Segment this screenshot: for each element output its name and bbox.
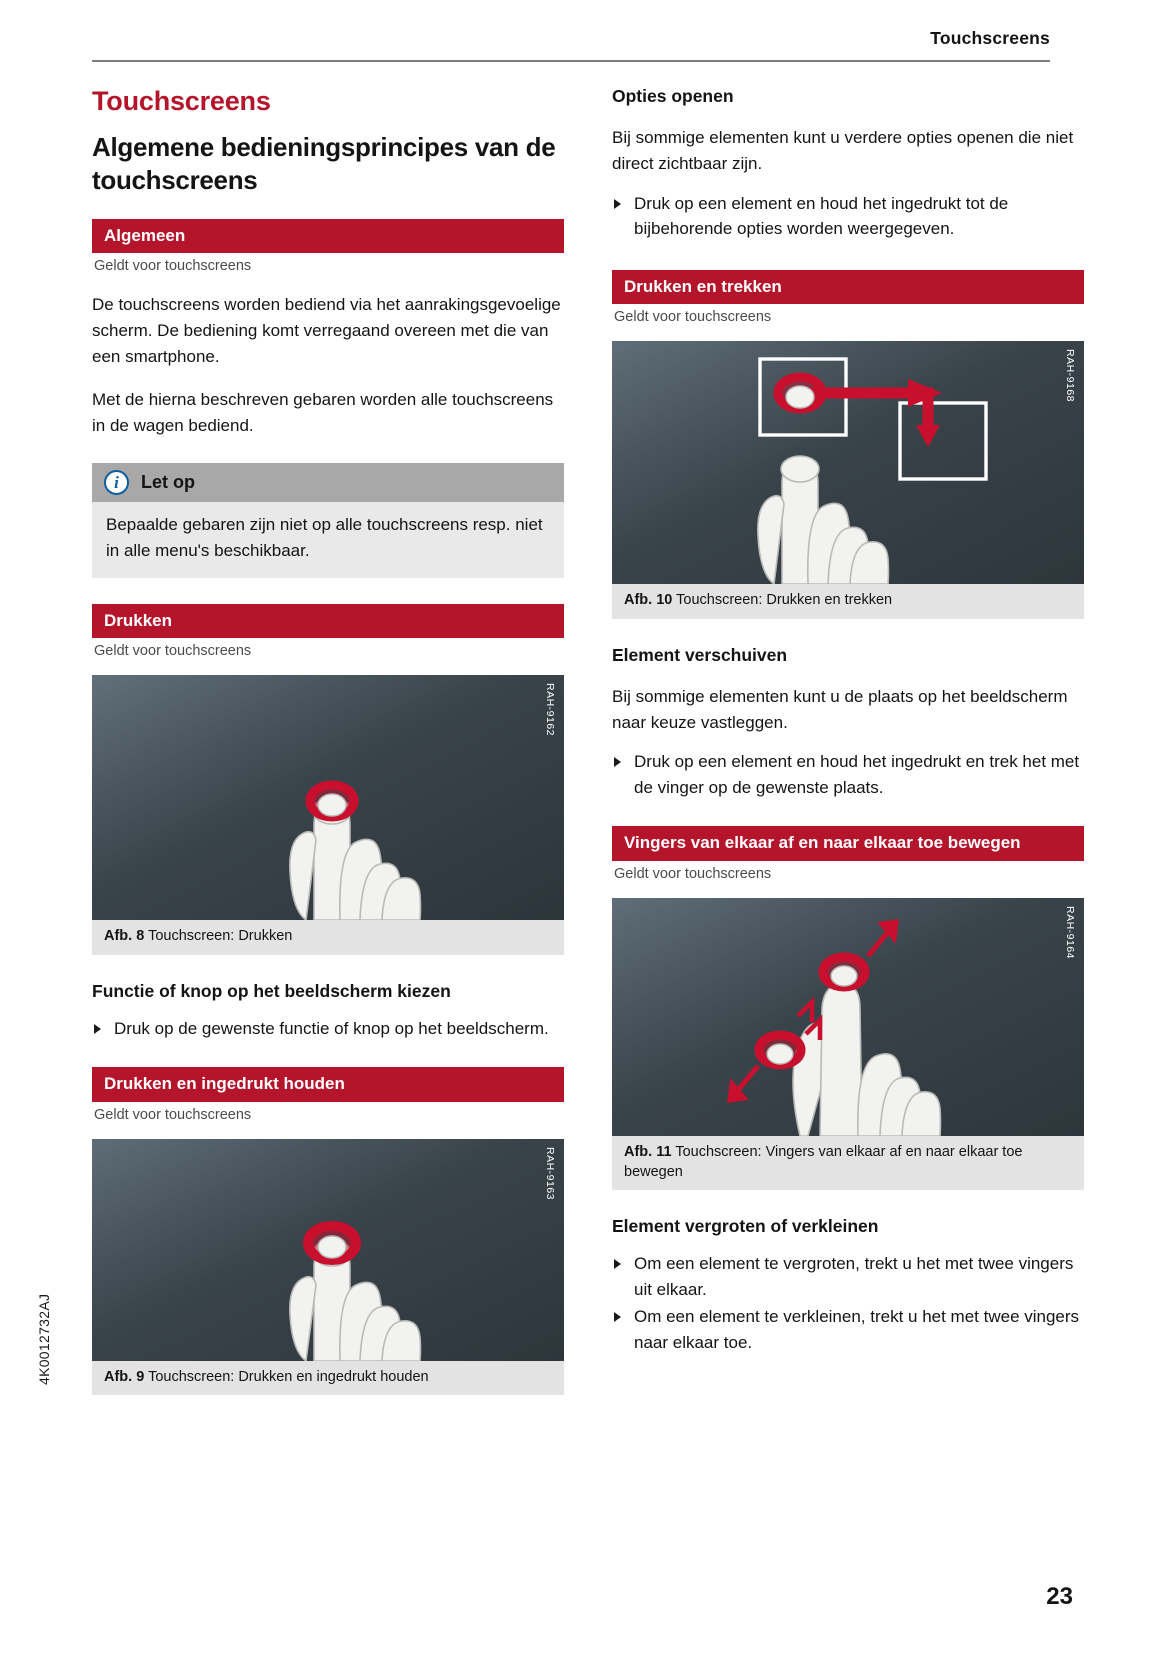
heading-functie-kiezen: Functie of knop op het beeldscherm kiezen <box>92 980 451 1001</box>
heading-element-vergroten: Element vergroten of verkleinen <box>612 1216 879 1237</box>
applies-note-drukken: Geldt voor touchscreens <box>94 643 252 660</box>
figure-9-caption-text: Touchscreen: Drukken en ingedrukt houden <box>148 1368 429 1385</box>
document-side-code: 4K0012732AJ <box>36 1293 52 1385</box>
figure-8-image <box>92 675 564 920</box>
list-item: Om een element te vergroten, trekt u het met twee vingers uit elkaar. <box>612 1251 1084 1302</box>
info-icon: i <box>104 470 129 495</box>
note-box-title: Let op <box>141 472 195 493</box>
heading-element-verschuiven: Element verschuiven <box>612 644 788 665</box>
header-divider <box>92 60 1050 62</box>
figure-11-code: RAH-9164 <box>1064 905 1076 959</box>
figure-8 <box>92 675 564 955</box>
applies-note-ingedrukt: Geldt voor touchscreens <box>94 1106 252 1123</box>
illustration-tap-hold <box>92 1139 564 1361</box>
section-bar-algemeen: Algemeen <box>92 219 564 253</box>
bullets-opties <box>612 191 1084 242</box>
page-header: Touchscreens <box>930 28 1050 48</box>
page-number: 23 <box>1046 1583 1073 1610</box>
illustration-drag <box>612 341 1084 584</box>
figure-10 <box>612 341 1084 619</box>
paragraph-algemeen-1: De touchscreens worden bediend via het aanrakingsgevoelige scherm. De bediening komt verregaand overeen met die van een smartphone. <box>92 294 561 366</box>
note-box-text: Bepaalde gebaren zijn niet op alle touchscreens resp. niet in alle menu's beschikbaar. <box>106 515 543 560</box>
figure-10-image <box>612 341 1084 584</box>
list-item: Druk op een element en houd het ingedrukt tot de bijbehorende opties worden weergegeven. <box>612 191 1084 242</box>
page-title: Touchscreens <box>92 86 271 116</box>
paragraph-verschuiven: Bij sommige elementen kunt u de plaats op het beeldscherm naar keuze vastleggen. <box>612 686 1068 732</box>
list-item: Druk op de gewenste functie of knop op het beeldscherm. <box>92 1016 564 1042</box>
figure-9-caption-label: Afb. 9 <box>104 1368 145 1385</box>
figure-8-code: RAH-9162 <box>544 683 556 737</box>
figure-10-caption <box>612 584 1084 619</box>
page-subtitle: Algemene bedieningsprincipes van de touchscreens <box>92 132 556 195</box>
applies-note-trekken: Geldt voor touchscreens <box>614 309 772 326</box>
note-box <box>92 463 564 578</box>
note-box-header <box>92 463 564 502</box>
figure-8-caption <box>92 920 564 955</box>
figure-11-image <box>612 898 1084 1136</box>
figure-11 <box>612 898 1084 1190</box>
heading-opties-openen: Opties openen <box>612 86 734 106</box>
applies-note-algemeen: Geldt voor touchscreens <box>94 257 252 274</box>
section-bar-vingers: Vingers van elkaar af en naar elkaar toe bewegen <box>612 826 1084 860</box>
illustration-tap <box>92 675 564 920</box>
paragraph-opties: Bij sommige elementen kunt u verdere opties openen die niet direct zichtbaar zijn. <box>612 128 1074 173</box>
bullets-vergroten <box>612 1251 1084 1355</box>
bullets-functie <box>92 1016 564 1042</box>
figure-11-caption-label: Afb. 11 <box>624 1143 672 1160</box>
list-item: Druk op een element en houd het ingedrukt en trek het met de vinger op de gewenste plaats. <box>612 749 1084 800</box>
figure-9-caption <box>92 1361 564 1396</box>
illustration-pinch-spread <box>612 898 1084 1136</box>
right-column <box>612 86 1084 1357</box>
list-item: Om een element te verkleinen, trekt u het met twee vingers naar elkaar toe. <box>612 1304 1084 1355</box>
applies-note-vingers: Geldt voor touchscreens <box>614 865 772 882</box>
figure-9-image <box>92 1139 564 1361</box>
paragraph-algemeen-2: Met de hierna beschreven gebaren worden alle touchscreens in de wagen bediend. <box>92 390 554 436</box>
figure-9 <box>92 1139 564 1396</box>
bullets-verschuiven <box>612 749 1084 800</box>
figure-8-caption-text: Touchscreen: Drukken <box>148 928 293 945</box>
figure-9-code: RAH-9163 <box>544 1146 556 1200</box>
section-bar-ingedrukt-houden: Drukken en ingedrukt houden <box>92 1067 564 1101</box>
figure-8-caption-label: Afb. 8 <box>104 928 145 945</box>
section-bar-drukken-trekken: Drukken en trekken <box>612 270 1084 304</box>
section-bar-drukken: Drukken <box>92 604 564 638</box>
figure-11-caption-text: Touchscreen: Vingers van elkaar af en naar elkaar toe bewegen <box>624 1143 1023 1180</box>
figure-10-caption-text: Touchscreen: Drukken en trekken <box>676 592 893 609</box>
figure-10-caption-label: Afb. 10 <box>624 592 673 609</box>
left-column <box>92 86 564 1395</box>
figure-11-caption <box>612 1136 1084 1190</box>
figure-10-code: RAH-9168 <box>1064 349 1076 403</box>
